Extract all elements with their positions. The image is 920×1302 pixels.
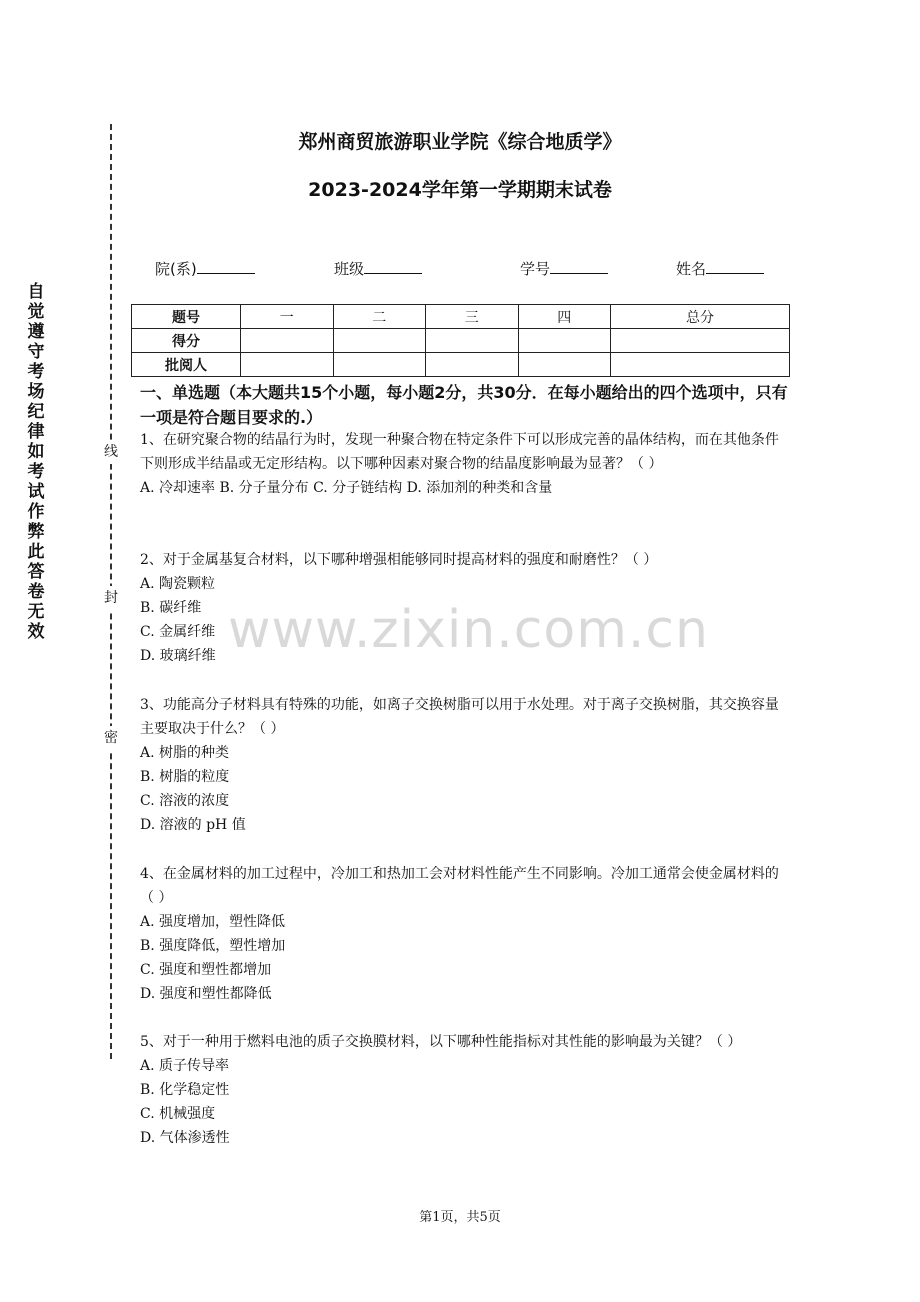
option-a: A. 质子传导率 (140, 1058, 230, 1074)
score-cell (426, 353, 519, 377)
option-d: D. 溶液的 pH 值 (140, 817, 246, 833)
score-table (131, 304, 790, 377)
question-stem: 5、对于一种用于燃料电池的质子交换膜材料，以下哪种性能指标对其性能的影响最为关键？（ ） (140, 1034, 742, 1050)
option-c: C. 强度和塑性都增加 (140, 962, 272, 978)
class-field (334, 258, 422, 279)
score-table-row (132, 329, 790, 353)
option-d: D. 强度和塑性都降低 (140, 986, 272, 1002)
exam-title-school: 郑州商贸旅游职业学院《综合地质学》 (298, 131, 622, 153)
page-footer: 第1页，共5页 (419, 1210, 501, 1225)
class-label: 班级 (334, 260, 365, 278)
option-c: C. 溶液的浓度 (140, 793, 230, 809)
watermark-text: www.zixin.com.cn (228, 600, 709, 660)
score-table-header-row (132, 305, 790, 329)
question-3 (140, 693, 790, 837)
section-heading: 一、单选题（本大题共15个小题，每小题2分，共30分．在每小题给出的四个选项中，只有一项是符合题目要求的.） (140, 383, 788, 427)
binding-word-mi: 密 (103, 726, 119, 750)
score-table-header-cell: 二 (333, 305, 426, 329)
score-row-label: 批阅人 (132, 353, 241, 377)
name-blank (706, 259, 764, 274)
score-cell (333, 329, 426, 353)
question-stem: 1、在研究聚合物的结晶行为时，发现一种聚合物在特定条件下可以形成完善的晶体结构，而在其他条件下则形成半结晶或无定形结构。以下哪种因素对聚合物的结晶度影响最为显著？（ ） (140, 432, 779, 472)
score-cell (333, 353, 426, 377)
question-options: A. 冷却速率 B. 分子量分布 C. 分子链结构 D. 添加剂的种类和含量 (140, 480, 553, 496)
score-table-row (132, 353, 790, 377)
score-cell (518, 353, 611, 377)
name-field (676, 258, 764, 279)
score-table-header-cell: 四 (518, 305, 611, 329)
option-a: A. 强度增加，塑性降低 (140, 914, 286, 930)
question-stem: 3、功能高分子材料具有特殊的功能，如离子交换树脂可以用于水处理。对于离子交换树脂，其交换容量主要取决于什么？（ ） (140, 697, 779, 737)
score-cell (241, 329, 334, 353)
exam-title-term: 2023-2024学年第一学期期末试卷 (308, 179, 612, 201)
dept-blank (197, 259, 255, 274)
score-cell (518, 329, 611, 353)
exam-rules-note: 自觉遵守考场纪律如考试作弊此答卷无效 (27, 282, 45, 642)
option-d: D. 气体渗透性 (140, 1130, 230, 1146)
question-5 (140, 1030, 790, 1150)
student-id-blank (550, 259, 608, 274)
score-row-label: 得分 (132, 329, 241, 353)
option-b: B. 化学稳定性 (140, 1082, 230, 1098)
question-1 (140, 428, 790, 500)
score-cell (241, 353, 334, 377)
option-d: D. 玻璃纤维 (140, 648, 216, 664)
question-stem: 2、对于金属基复合材料，以下哪种增强相能够同时提高材料的强度和耐磨性？（ ） (140, 552, 658, 568)
score-table-header-cell: 题号 (132, 305, 241, 329)
option-a: A. 陶瓷颗粒 (140, 576, 216, 592)
option-a: A. 树脂的种类 (140, 745, 230, 761)
question-4 (140, 862, 790, 1006)
dept-field (155, 258, 255, 279)
option-c: C. 机械强度 (140, 1106, 216, 1122)
binding-word-xian: 线 (103, 440, 119, 464)
score-cell (611, 353, 790, 377)
class-blank (364, 259, 422, 274)
student-id-field (520, 258, 608, 279)
option-b: B. 强度降低，塑性增加 (140, 938, 286, 954)
option-b: B. 树脂的粒度 (140, 769, 230, 785)
dept-label: 院(系) (155, 260, 197, 278)
option-b: B. 碳纤维 (140, 600, 202, 616)
binding-word-feng: 封 (103, 586, 119, 610)
option-c: C. 金属纤维 (140, 624, 216, 640)
score-table-header-cell: 三 (426, 305, 519, 329)
score-cell (426, 329, 519, 353)
question-stem: 4、在金属材料的加工过程中，冷加工和热加工会对材料性能产生不同影响。冷加工通常会使金属材料的（ ） (140, 866, 779, 906)
score-table-header-cell: 一 (241, 305, 334, 329)
name-label: 姓名 (676, 260, 707, 278)
student-id-label: 学号 (520, 260, 551, 278)
score-table-header-cell: 总分 (611, 305, 790, 329)
score-cell (611, 329, 790, 353)
